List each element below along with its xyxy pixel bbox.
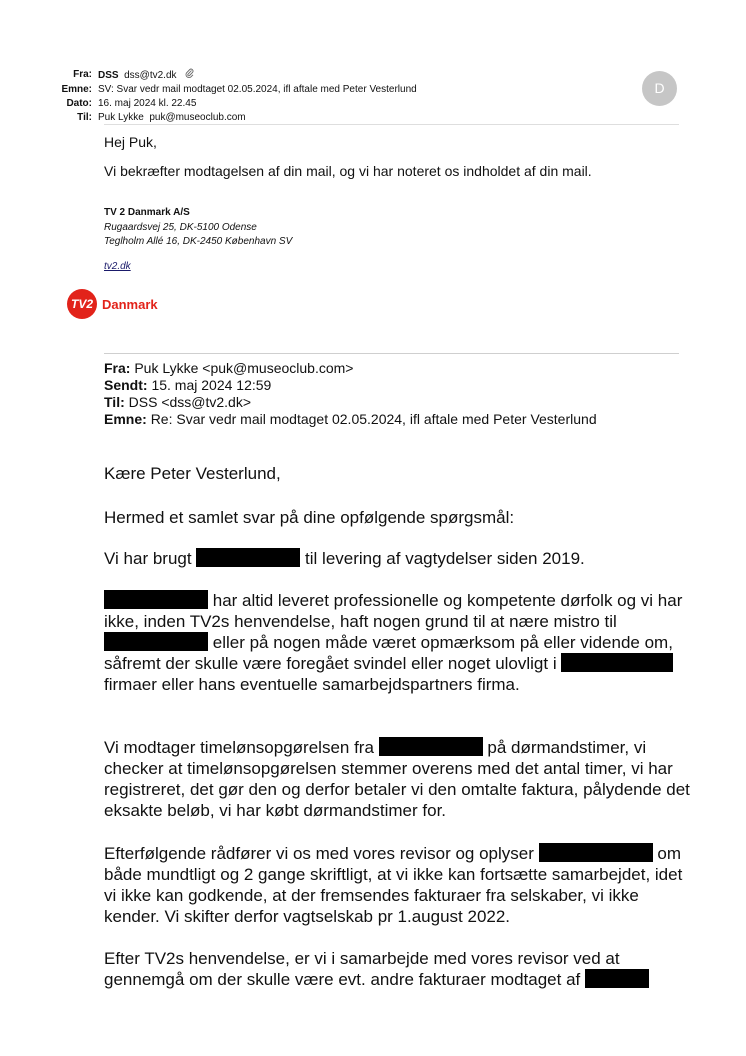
subject-text: SV: Svar vedr mail modtaget 02.05.2024, ifl aftale med Peter Vesterlund bbox=[98, 84, 417, 95]
subject-label: Emne: bbox=[61, 84, 92, 95]
redaction bbox=[561, 653, 673, 672]
avatar: D bbox=[642, 71, 677, 106]
fwd-sent-label: Sendt: bbox=[104, 377, 148, 393]
redaction bbox=[104, 632, 208, 651]
tv2-logo bbox=[67, 289, 158, 319]
from-label: Fra: bbox=[73, 69, 92, 80]
date-text: 16. maj 2024 kl. 22.45 bbox=[98, 98, 197, 109]
redaction bbox=[104, 590, 208, 609]
forwarded-header bbox=[104, 360, 597, 428]
p2-text-b: eller på nogen måde været opmærksom på eller vidende om, såfremt der skulle være foregået svindel eller noget ulovligt i bbox=[104, 633, 673, 673]
letter-paragraph-2 bbox=[104, 590, 694, 695]
letter-paragraph-5 bbox=[104, 948, 694, 990]
p4-text-a: Efterfølgende rådfører vi os med vores revisor og oplyser bbox=[104, 844, 534, 863]
p5-text-a: Efter TV2s henvendelse, er vi i samarbejde med vores revisor ved at gennemgå om der skulle være evt. andre fakturaer modtaget af bbox=[104, 949, 620, 989]
fwd-from-label: Fra: bbox=[104, 360, 131, 376]
fwd-from: Puk Lykke <puk@museoclub.com> bbox=[134, 360, 354, 376]
letter-paragraph-4 bbox=[104, 843, 694, 927]
fwd-subject: Re: Svar vedr mail modtaget 02.05.2024, ifl aftale med Peter Vesterlund bbox=[150, 411, 597, 427]
redaction bbox=[539, 843, 653, 862]
date-label: Dato: bbox=[66, 98, 92, 109]
header-divider bbox=[104, 124, 679, 125]
to-email[interactable]: puk@museoclub.com bbox=[149, 112, 246, 123]
fwd-to: DSS <dss@tv2.dk> bbox=[128, 394, 252, 410]
from-name: DSS bbox=[98, 70, 119, 81]
letter-intro: Hermed et samlet svar på dine opfølgende spørgsmål: bbox=[104, 508, 515, 527]
paperclip-icon bbox=[185, 68, 194, 83]
reply-text: Vi bekræfter modtagelsen af din mail, og vi har noteret os indholdet af din mail. bbox=[104, 163, 592, 179]
redaction bbox=[585, 969, 649, 988]
mail-header bbox=[0, 68, 746, 125]
forward-divider bbox=[104, 353, 679, 354]
letter-paragraph-3 bbox=[104, 737, 694, 821]
redaction bbox=[196, 548, 300, 567]
from-email[interactable]: dss@tv2.dk bbox=[124, 70, 177, 81]
p1-text-a: Vi har brugt bbox=[104, 549, 192, 568]
p1-text-b: til levering af vagtydelser siden 2019. bbox=[305, 549, 585, 568]
p3-text-b: på dørmandstimer, vi checker at timelønsopgørelsen stemmer overens med det antal timer, vi har registreret, det gør den og derfor betaler vi den omtalte faktura, pålydende det eksakte beløb, vi har købt dørmandstimer for. bbox=[104, 738, 690, 820]
fwd-sent: 15. maj 2024 12:59 bbox=[151, 377, 272, 393]
letter-paragraph-1 bbox=[104, 548, 694, 569]
tv2-logo-text: Danmark bbox=[102, 296, 158, 312]
reply-greeting: Hej Puk, bbox=[104, 134, 157, 150]
to-label: Til: bbox=[77, 112, 92, 123]
signature-address-odense: Rugaardsvej 25, DK-5100 Odense bbox=[104, 222, 257, 233]
signature bbox=[104, 206, 292, 274]
p2-text-c: firmaer eller hans eventuelle samarbejdspartners firma. bbox=[104, 675, 520, 694]
letter-salutation: Kære Peter Vesterlund, bbox=[104, 464, 281, 483]
p3-text-a: Vi modtager timelønsopgørelsen fra bbox=[104, 738, 374, 757]
signature-address-kbh: Teglholm Allé 16, DK-2450 København SV bbox=[104, 236, 293, 247]
redaction bbox=[379, 737, 483, 756]
p4-text-b: om både mundtligt og 2 gange skriftligt, at vi ikke kan fortsætte samarbejdet, idet vi ikke kan godkende, at der fremsendes fakturaer fra selskaber, vi ikke kender. Vi skifter derfor vagtselskab pr 1.august 2022. bbox=[104, 844, 683, 926]
p2-text-a: har altid leveret professionelle og kompetente dørfolk og vi har ikke, inden TV2s henvendelse, haft nogen grund til at nære mistro til bbox=[104, 591, 683, 631]
tv2-logo-mark: TV2 bbox=[67, 289, 97, 319]
to-name: Puk Lykke bbox=[98, 112, 144, 123]
fwd-subject-label: Emne: bbox=[104, 411, 147, 427]
signature-company: TV 2 Danmark A/S bbox=[104, 207, 190, 218]
signature-link[interactable]: tv2.dk bbox=[104, 261, 131, 272]
fwd-to-label: Til: bbox=[104, 394, 125, 410]
